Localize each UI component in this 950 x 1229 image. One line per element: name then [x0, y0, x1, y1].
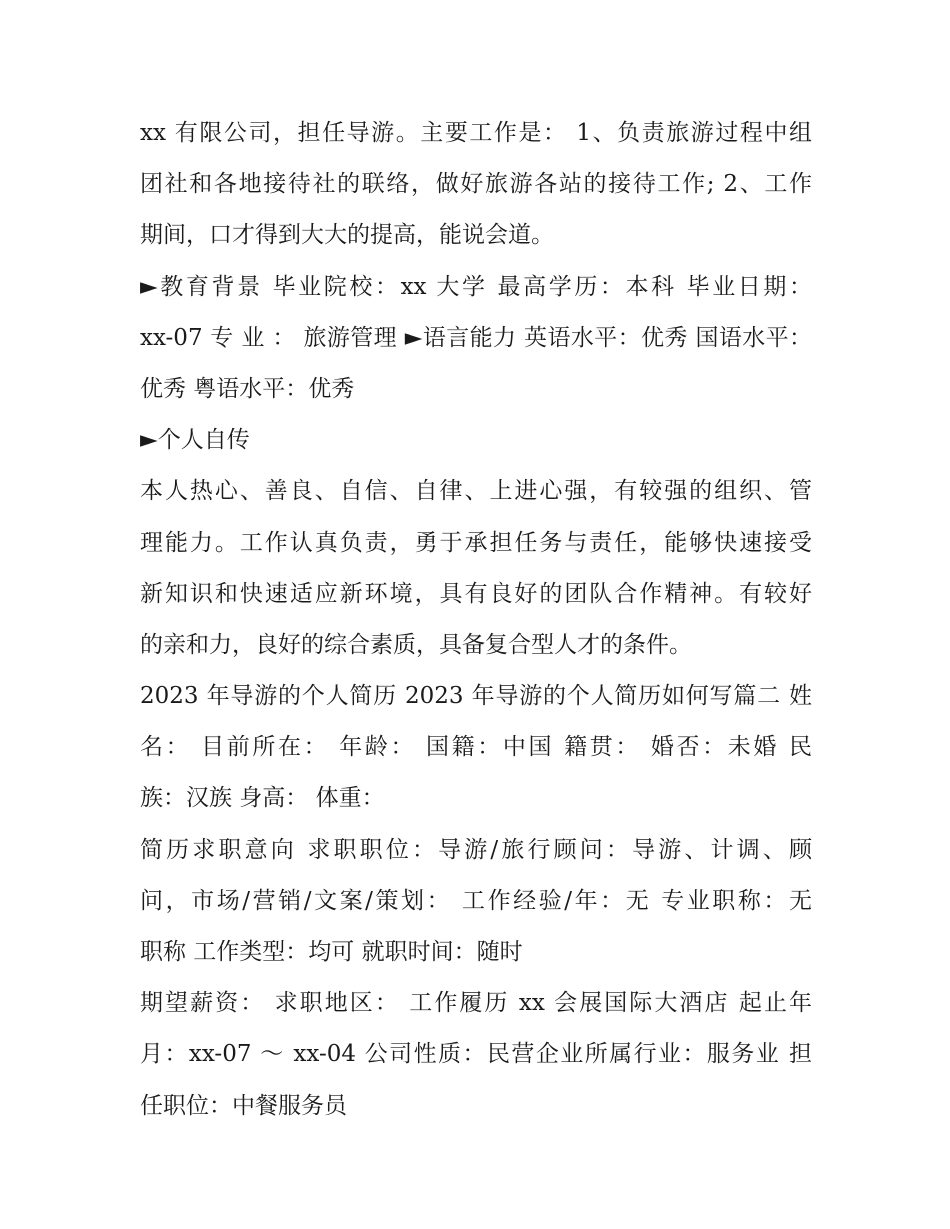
text-line: 任职位：中餐服务员	[140, 1092, 347, 1119]
text-line: 新知识和快速适应新环境，具有良好的团队合作精神。有较好	[140, 580, 812, 607]
text-line: 简历求职意向 求职职位：导游/旅行顾问：导游、计调、顾	[140, 836, 812, 863]
text-line: 问，市场/营销/文案/策划： 工作经验/年：无 专业职称：无	[140, 887, 812, 914]
text-line: 团社和各地接待社的联络，做好旅游各站的接待工作; 2、工作	[140, 171, 812, 198]
text-line: 2023 年导游的个人简历 2023 年导游的个人简历如何写篇二 姓	[140, 683, 812, 710]
text-line: 族：汉族 身高： 体重：	[140, 785, 385, 812]
text-line: 名： 目前所在： 年龄： 国籍：中国 籍贯： 婚否：未婚 民	[140, 734, 812, 761]
text-line: xx 有限公司，担任导游。主要工作是： 1、负责旅游过程中组	[140, 120, 812, 146]
text-line: 的亲和力，良好的综合素质，具备复合型人才的条件。	[140, 631, 692, 658]
section-heading-education: ►教育背景 毕业院校：xx 大学 最高学历：本科 毕业日期：	[140, 273, 812, 300]
text-line: 本人热心、善良、自信、自律、上进心强，有较强的组织、管	[140, 478, 812, 505]
text-line: 理能力。工作认真负责，勇于承担任务与责任，能够快速接受	[140, 529, 812, 556]
text-line: 职称 工作类型：均可 就职时间：随时	[140, 939, 523, 965]
text-line: 期望薪资： 求职地区： 工作履历 xx 会展国际大酒店 起止年	[140, 990, 812, 1017]
text-line: xx-07 专 业 ： 旅游管理 ►语言能力 英语水平：优秀 国语水平：	[140, 324, 812, 351]
text-line: 期间，口才得到大大的提高，能说会道。	[140, 222, 554, 249]
document-body	[140, 108, 812, 1132]
text-line: 月：xx-07 ～ xx-04 公司性质：民营企业所属行业：服务业 担	[140, 1041, 812, 1068]
text-line: 优秀 粤语水平：优秀	[140, 375, 355, 402]
section-heading-autobiography: ►个人自传	[140, 427, 250, 454]
